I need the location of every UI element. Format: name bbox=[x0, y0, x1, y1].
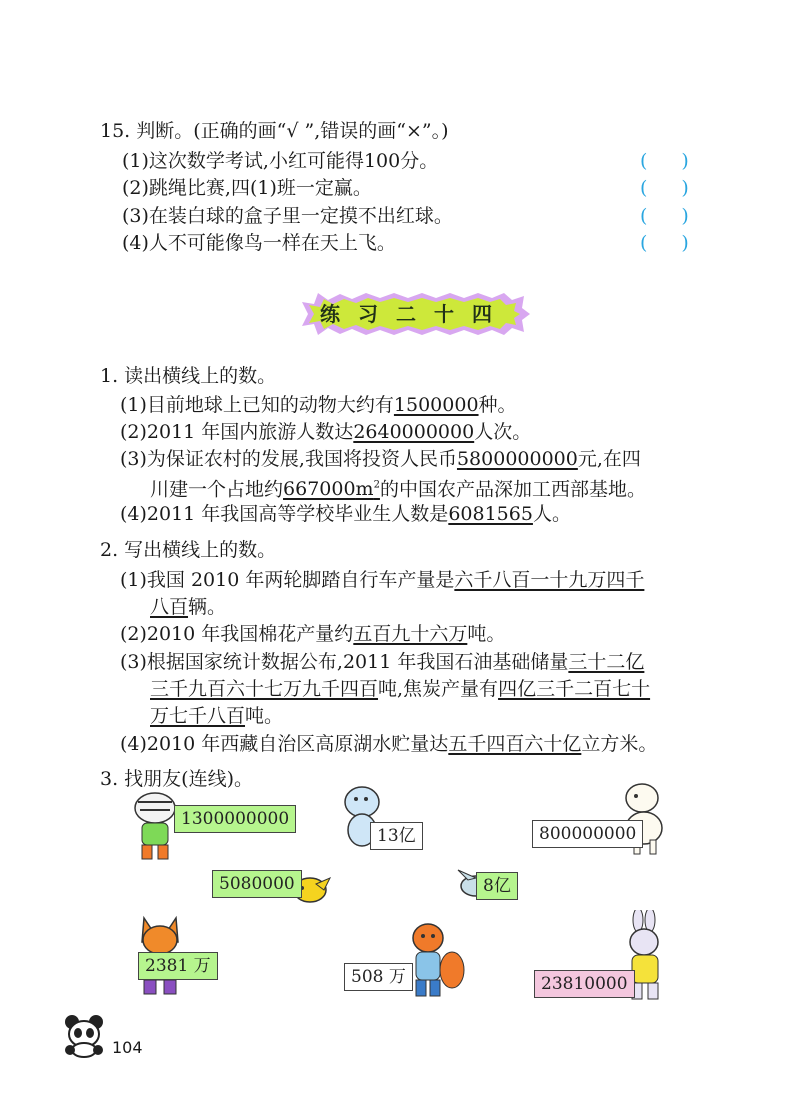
q1-item-3-cont: 川建一个占地约$667000m^2$的中国农产品深加工西部基地。 bbox=[150, 478, 646, 501]
q1-item-1: (1)目前地球上已知的动物大约有1500000种。 bbox=[120, 394, 517, 416]
fox-character-icon bbox=[404, 920, 466, 1000]
q1-item-2: (2)2011 年国内旅游人数达2640000000人次。 bbox=[120, 421, 532, 443]
q2-title: 2. 写出横线上的数。 bbox=[100, 539, 277, 561]
panda-icon bbox=[62, 1012, 106, 1058]
q15-item-1: (1)这次数学考试,小红可能得100分。 bbox=[122, 150, 439, 172]
answer-blank-3[interactable]: ( ) bbox=[640, 205, 689, 227]
q1-title: 1. 读出横线上的数。 bbox=[100, 365, 277, 387]
q2-item-1: (1)我国 2010 年两轮脚踏自行车产量是六千八百一十九万四千 bbox=[120, 569, 645, 591]
q2-item-2: (2)2010 年我国棉花产量约五百九十六万吨。 bbox=[120, 623, 506, 645]
number-card-1300000000[interactable]: 1300000000 bbox=[174, 805, 296, 833]
section-title: 练习二十四 bbox=[320, 302, 510, 326]
section-banner bbox=[300, 290, 530, 338]
q2-item-3-cont: 三千九百六十七万九千四百吨,焦炭产量有四亿三千二百七十 bbox=[150, 678, 651, 700]
number-card-508-wan[interactable]: 508 万 bbox=[344, 963, 413, 991]
q15-item-4: (4)人不可能像鸟一样在天上飞。 bbox=[122, 232, 396, 254]
q1-item-4: (4)2011 年我国高等学校毕业生人数是6081565人。 bbox=[120, 503, 571, 525]
page-number: 104 bbox=[112, 1038, 143, 1057]
number-card-5080000[interactable]: 5080000 bbox=[212, 870, 302, 898]
q1-item-3: (3)为保证农村的发展,我国将投资人民币5800000000元,在四 bbox=[120, 448, 641, 470]
q15-item-3: (3)在装白球的盒子里一定摸不出红球。 bbox=[122, 205, 453, 227]
number-card-2381-wan[interactable]: 2381 万 bbox=[138, 952, 218, 980]
q3-title: 3. 找朋友(连线)。 bbox=[100, 768, 253, 790]
q2-item-1-cont: 八百辆。 bbox=[150, 596, 227, 618]
answer-blank-4[interactable]: ( ) bbox=[640, 232, 689, 254]
number-card-8-yi[interactable]: 8亿 bbox=[476, 872, 518, 900]
q2-item-3-cont2: 万七千八百吨。 bbox=[150, 705, 284, 727]
number-card-13-yi[interactable]: 13亿 bbox=[370, 822, 423, 850]
q15-item-2: (2)跳绳比赛,四(1)班一定赢。 bbox=[122, 177, 372, 199]
q2-item-3: (3)根据国家统计数据公布,2011 年我国石油基础储量三十二亿 bbox=[120, 651, 645, 673]
q2-item-4: (4)2010 年西藏自治区高原湖水贮量达五千四百六十亿立方米。 bbox=[120, 733, 658, 755]
answer-blank-2[interactable]: ( ) bbox=[640, 177, 689, 199]
number-card-800000000[interactable]: 800000000 bbox=[532, 820, 643, 848]
number-card-23810000[interactable]: 23810000 bbox=[534, 970, 635, 998]
q15-title: 15. 判断。(正确的画“√ ”,错误的画“×”。) bbox=[100, 120, 449, 142]
answer-blank-1[interactable]: ( ) bbox=[640, 150, 689, 172]
